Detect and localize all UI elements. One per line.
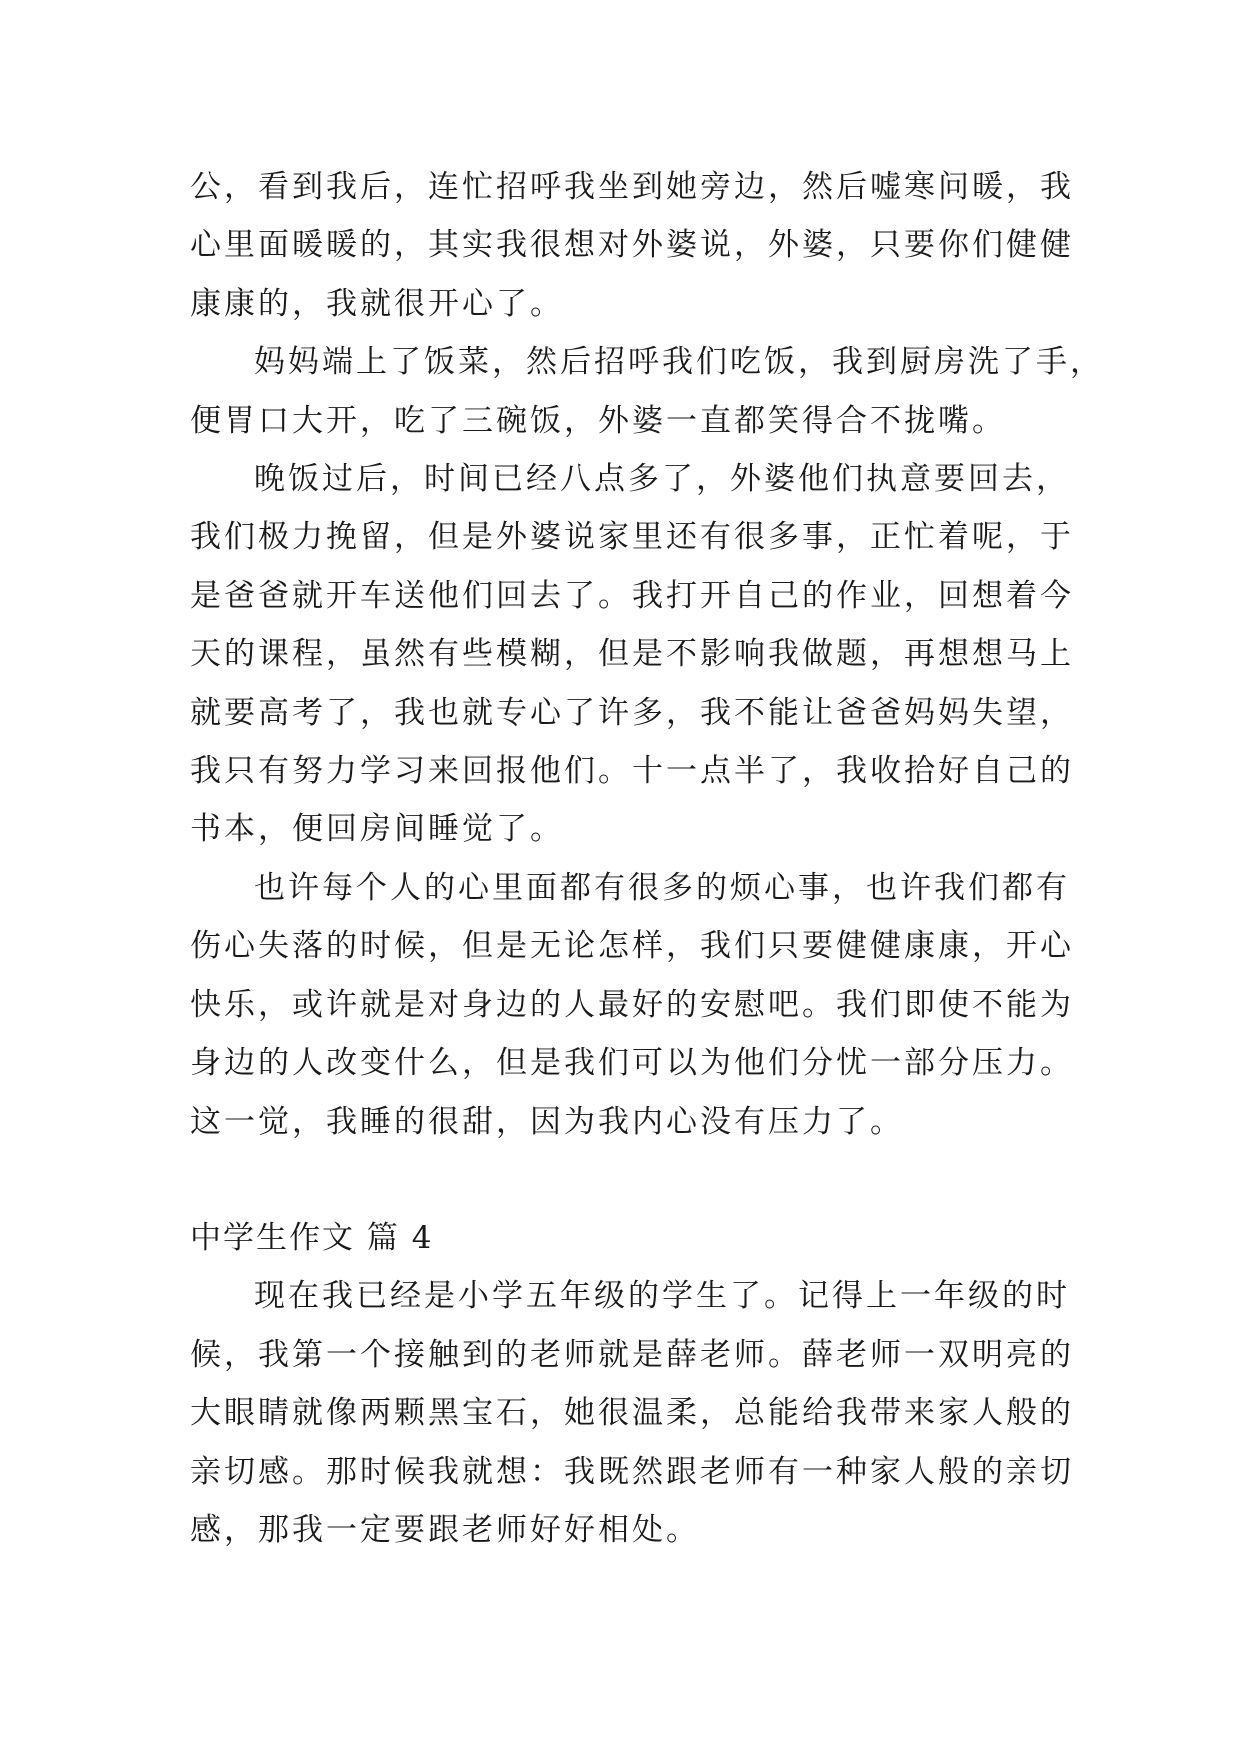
text-line: 快乐，或许就是对身边的人最好的安慰吧。我们即使不能为 [190,986,1074,1023]
paragraph [190,859,1074,1151]
section-spacer [190,1151,1070,1209]
text-line: 候，我第一个接触到的老师就是薛老师。薛老师一双明亮的 [190,1336,1074,1373]
text-line: 大眼睛就像两颗黑宝石，她很温柔，总能给我带来家人般的 [190,1395,1074,1432]
text-line: 伤心失落的时候，但是无论怎样，我们只要健健康康，开心 [190,928,1074,965]
text-line: 身边的人改变什么，但是我们可以为他们分忧一部分压力。 [190,1045,1074,1082]
text-line: 公，看到我后，连忙招呼我坐到她旁边，然后嘘寒问暖，我 [190,169,1074,205]
text-line: 感，那我一定要跟老师好好相处。 [190,1511,700,1548]
text-line: 亲切感。那时候我就想：我既然跟老师有一种家人般的亲切 [190,1453,1074,1490]
text-line: 我只有努力学习来回报他们。十一点半了，我收拾好自己的 [190,753,1074,790]
section-heading: 中学生作文 篇 4 [190,1219,434,1256]
paragraph [190,450,1074,859]
text-line: 是爸爸就开车送他们回去了。我打开自己的作业，回想着今 [190,577,1074,614]
paragraph [190,1267,1074,1559]
text-line: 康康的，我就很开心了。 [190,285,564,322]
text-line: 这一觉，我睡的很甜，因为我内心没有压力了。 [190,1103,904,1140]
text-line: 现在我已经是小学五年级的学生了。记得上一年级的时 [254,1278,1070,1315]
text-line: 便胃口大开，吃了三碗饭，外婆一直都笑得合不拢嘴。 [190,402,1006,439]
document-page [190,158,1104,1559]
text-line: 心里面暖暖的，其实我很想对外婆说，外婆，只要你们健健 [190,227,1074,264]
essay-body-part-1 [190,158,1104,1151]
text-line: 我们极力挽留，但是外婆说家里还有很多事，正忙着呢，于 [190,519,1074,556]
text-line: 也许每个人的心里面都有很多的烦心事，也许我们都有 [254,869,1070,906]
text-line: 晚饭过后，时间已经八点多了，外婆他们执意要回去， [254,461,1070,498]
essay-body-part-2 [190,1267,1074,1559]
text-line: 就要高考了，我也就专心了许多，我不能让爸爸妈妈失望， [190,694,1074,731]
paragraph [190,158,1074,333]
text-line: 书本，便回房间睡觉了。 [190,811,564,848]
text-line: 天的课程，虽然有些模糊，但是不影响我做题，再想想马上 [190,636,1074,673]
text-line: 妈妈端上了饭菜，然后招呼我们吃饭，我到厨房洗了手， [254,344,1104,381]
paragraph [190,333,1104,450]
